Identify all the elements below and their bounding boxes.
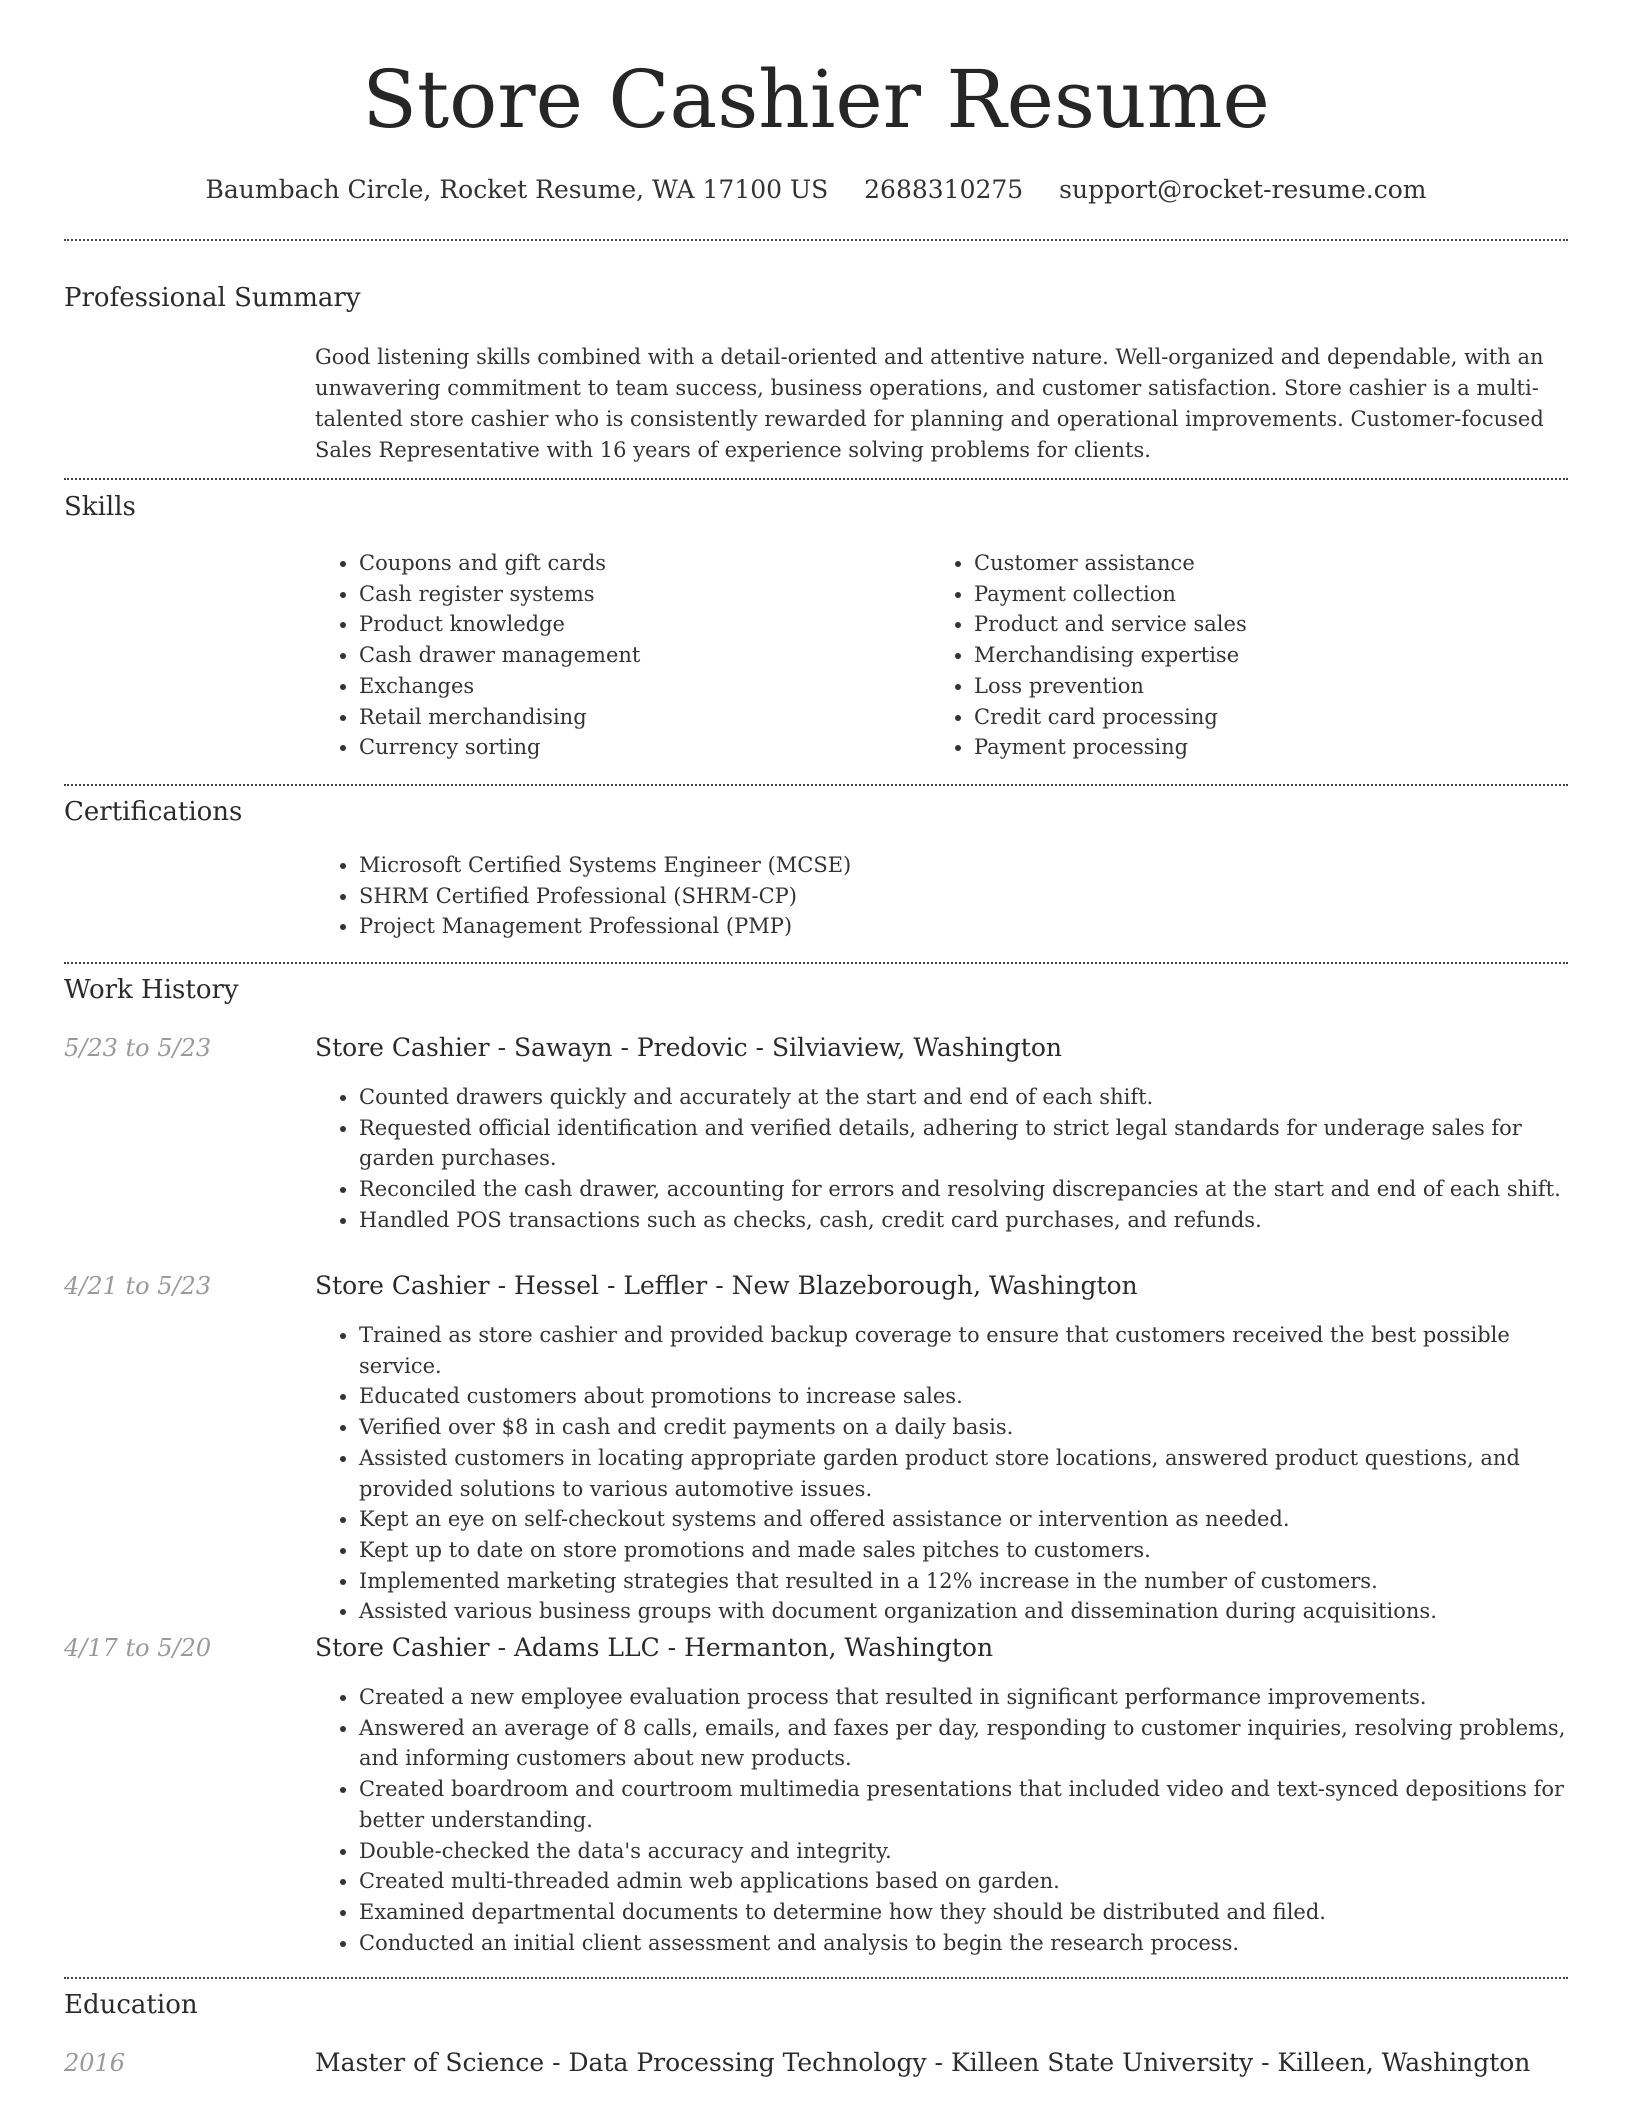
skill-item: • Cash register systems	[359, 579, 915, 610]
section-heading-certifications: Certifications	[64, 797, 243, 827]
job-bullet: • Reconciled the cash drawer, accounting for errors and resolving discrepancies at the start and end of each shift.	[359, 1174, 1568, 1205]
job-bullets	[315, 1682, 1568, 1958]
skill-item: • Payment collection	[974, 579, 1550, 610]
education-title: Master of Science - Data Processing Technology - Killeen State University - Killeen, Washington	[315, 2048, 1531, 2077]
skill-item: • Retail merchandising	[359, 702, 915, 733]
job-bullet: • Double-checked the data's accuracy and integrity.	[359, 1836, 1568, 1867]
certification-item: • SHRM Certified Professional (SHRM-CP)	[359, 881, 1565, 912]
job-bullet: • Kept up to date on store promotions and made sales pitches to customers.	[359, 1535, 1568, 1566]
job-bullet: • Answered an average of 8 calls, emails, and faxes per day, responding to customer inquiries, resolving problems, and informing customers about new products.	[359, 1713, 1568, 1774]
skills-list-right	[930, 548, 1550, 763]
job-bullet: • Verified over $8 in cash and credit payments on a daily basis.	[359, 1412, 1568, 1443]
job-bullet: • Handled POS transactions such as checks, cash, credit card purchases, and refunds.	[359, 1205, 1568, 1236]
job-bullet: • Created boardroom and courtroom multimedia presentations that included video and text-synced depositions for better understanding.	[359, 1774, 1568, 1835]
certification-item: • Microsoft Certified Systems Engineer (MCSE)	[359, 850, 1565, 881]
section-heading-education: Education	[64, 1990, 198, 2020]
job-bullet: • Examined departmental documents to determine how they should be distributed and filed.	[359, 1897, 1568, 1928]
job-bullet: • Assisted customers in locating appropriate garden product store locations, answered product questions, and provided solutions to various automotive issues.	[359, 1443, 1568, 1504]
job-title: Store Cashier - Hessel - Leffler - New Blazeborough, Washington	[315, 1271, 1138, 1300]
skill-item: • Currency sorting	[359, 732, 915, 763]
skill-item: • Product and service sales	[974, 609, 1550, 640]
job-bullets	[315, 1320, 1568, 1627]
divider	[64, 1977, 1568, 1979]
skill-item: • Merchandising expertise	[974, 640, 1550, 671]
contact-info	[0, 170, 1632, 210]
section-heading-work-history: Work History	[64, 975, 239, 1005]
job-bullet: • Trained as store cashier and provided backup coverage to ensure that customers received the best possible service.	[359, 1320, 1568, 1381]
summary-text: Good listening skills combined with a detail-oriented and attentive nature. Well-organized and dependable, with an unwavering commitment to team success, business operations, and customer satisfaction. Store cashier is a multi-talented store cashier who is consistently rewarded for planning and operational improvements. Customer-focused Sales Representative with 16 years of experience solving problems for clients.	[315, 345, 1544, 462]
job-dates: 5/23 to 5/23	[64, 1034, 212, 1062]
divider	[64, 784, 1568, 786]
job-bullet: • Created multi-threaded admin web applications based on garden.	[359, 1866, 1568, 1897]
job-bullet: • Created a new employee evaluation process that resulted in significant performance improvements.	[359, 1682, 1568, 1713]
skill-item: • Credit card processing	[974, 702, 1550, 733]
job-bullet: • Educated customers about promotions to increase sales.	[359, 1381, 1568, 1412]
contact-email[interactable]: support@rocket-resume.com	[1059, 175, 1427, 204]
divider	[64, 478, 1568, 480]
job-bullet: • Requested official identification and verified details, adhering to strict legal standards for underage sales for garden purchases.	[359, 1113, 1568, 1174]
skill-item: • Cash drawer management	[359, 640, 915, 671]
job-bullet: • Kept an eye on self-checkout systems and offered assistance or intervention as needed.	[359, 1504, 1568, 1535]
skill-item: • Payment processing	[974, 732, 1550, 763]
contact-address: Baumbach Circle, Rocket Resume, WA 17100 US	[205, 175, 829, 204]
certification-item: • Project Management Professional (PMP)	[359, 911, 1565, 942]
skill-item: • Customer assistance	[974, 548, 1550, 579]
job-bullet: • Conducted an initial client assessment and analysis to begin the research process.	[359, 1928, 1568, 1959]
certifications-list	[315, 850, 1565, 942]
job-bullet: • Implemented marketing strategies that resulted in a 12% increase in the number of customers.	[359, 1566, 1568, 1597]
job-title: Store Cashier - Adams LLC - Hermanton, Washington	[315, 1633, 994, 1662]
divider	[64, 239, 1568, 241]
job-bullets	[315, 1082, 1568, 1236]
skill-item: • Loss prevention	[974, 671, 1550, 702]
education-year: 2016	[64, 2049, 126, 2077]
section-heading-skills: Skills	[64, 492, 136, 522]
divider	[64, 962, 1568, 964]
job-dates: 4/17 to 5/20	[64, 1634, 212, 1662]
job-bullet: • Counted drawers quickly and accurately at the start and end of each shift.	[359, 1082, 1568, 1113]
skill-item: • Exchanges	[359, 671, 915, 702]
skill-item: • Coupons and gift cards	[359, 548, 915, 579]
page-title: Store Cashier Resume	[362, 53, 1270, 146]
contact-phone: 2688310275	[864, 175, 1024, 204]
skill-item: • Product knowledge	[359, 609, 915, 640]
section-heading-summary: Professional Summary	[64, 283, 361, 313]
job-bullet: • Assisted various business groups with document organization and dissemination during acquisitions.	[359, 1596, 1568, 1627]
skills-list-left	[315, 548, 915, 763]
job-dates: 4/21 to 5/23	[64, 1272, 212, 1300]
job-title: Store Cashier - Sawayn - Predovic - Silviaview, Washington	[315, 1033, 1062, 1062]
